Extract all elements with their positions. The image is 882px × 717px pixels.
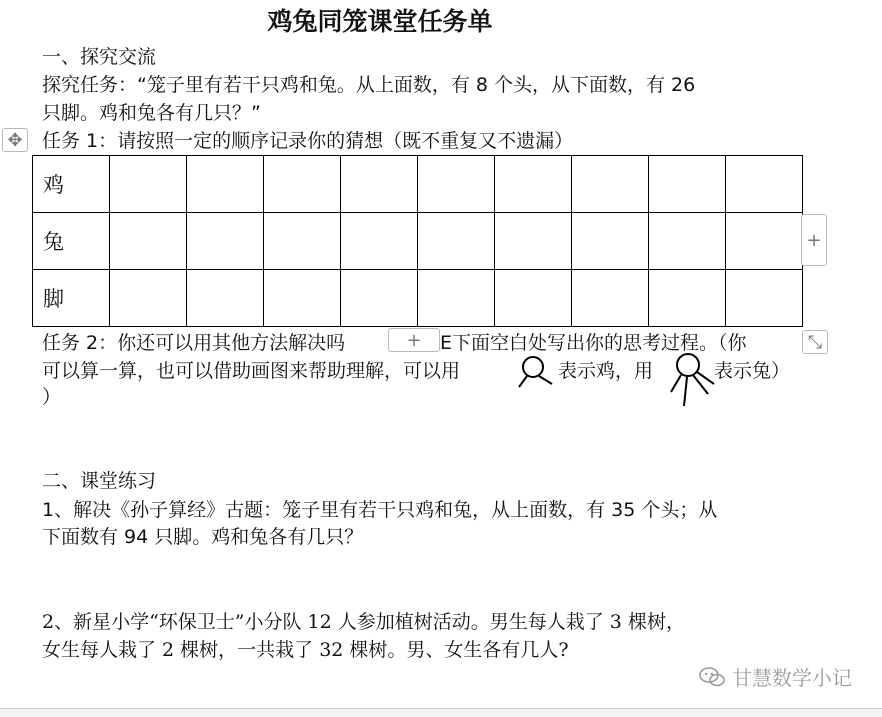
task1-text: 任务 1：请按照一定的顺序记录你的猜想（既不重复又不遗漏）: [42, 130, 574, 152]
table-cell[interactable]: [187, 213, 264, 270]
table-cell[interactable]: [187, 156, 264, 213]
chicken-drawing: [514, 354, 556, 394]
explore-task-line2: 只脚。鸡和兔各有几只？”: [42, 102, 261, 124]
plus-icon: +: [806, 229, 822, 251]
table-cell[interactable]: [495, 270, 572, 327]
table-move-handle[interactable]: [2, 128, 28, 152]
question2-line2: 女生每人栽了 2 棵树，一共栽了 32 棵树。男、女生各有几人?: [42, 639, 569, 661]
table-cell[interactable]: [495, 156, 572, 213]
table-cell[interactable]: [110, 156, 187, 213]
add-row-button[interactable]: [388, 328, 440, 352]
row-label-chicken: 鸡: [33, 156, 110, 213]
question2-line1: 2、新星小学“环保卫士”小分队 12 人参加植树活动。男生每人栽了 3 棵树，: [42, 611, 685, 633]
task2-line2-middle: 表示鸡，用: [558, 360, 654, 382]
table-cell[interactable]: [418, 270, 495, 327]
table-cell[interactable]: [572, 213, 649, 270]
plus-icon: +: [406, 329, 422, 351]
table-row-chicken: [33, 156, 803, 213]
table-cell[interactable]: [110, 270, 187, 327]
page-title: 鸡兔同笼课堂任务单: [267, 7, 493, 36]
resize-icon: ⤡: [807, 331, 823, 353]
watermark-text: 甘慧数学小记: [732, 666, 852, 690]
explore-task-line1: 探究任务：“笼子里有若干只鸡和兔。从上面数，有 8 个头，从下面数，有 26: [42, 74, 696, 96]
table-cell[interactable]: [649, 156, 726, 213]
row-label-rabbit: 兔: [33, 213, 110, 270]
table-cell[interactable]: [649, 270, 726, 327]
table-resize-handle[interactable]: [802, 330, 828, 354]
table-cell[interactable]: [418, 156, 495, 213]
table-cell[interactable]: [341, 213, 418, 270]
table-row-rabbit: [33, 213, 803, 270]
section1-heading: 一、探究交流: [42, 46, 157, 68]
task2-line3: ）: [42, 386, 62, 408]
table-cell[interactable]: [572, 270, 649, 327]
table-cell[interactable]: [649, 213, 726, 270]
table-cell[interactable]: [341, 270, 418, 327]
table-cell[interactable]: [264, 156, 341, 213]
task2-line2-start: 可以算一算，也可以借助画图来帮助理解，可以用: [42, 360, 461, 382]
watermark: [698, 662, 852, 691]
table-cell[interactable]: [264, 213, 341, 270]
question1-line2: 下面数有 94 只脚。鸡和兔各有几只？: [42, 526, 364, 548]
table-cell[interactable]: [110, 213, 187, 270]
table-row-feet: [33, 270, 803, 327]
task2-line1-start: 任务 2：你还可以用其他方法解决吗: [42, 332, 346, 354]
rabbit-drawing: [664, 350, 718, 408]
table-cell[interactable]: [495, 213, 572, 270]
table-cell[interactable]: [264, 270, 341, 327]
table-cell[interactable]: [418, 213, 495, 270]
question1-line1: 1、解决《孙子算经》古题：笼子里有若干只鸡和兔，从上面数，有 35 个头；从: [42, 499, 718, 521]
table-cell[interactable]: [187, 270, 264, 327]
row-label-feet: 脚: [33, 270, 110, 327]
table-cell[interactable]: [726, 156, 803, 213]
task2-line1-end: E下面空白处写出你的思考过程。（你: [440, 332, 747, 354]
table-cell[interactable]: [726, 213, 803, 270]
table-cell[interactable]: [572, 156, 649, 213]
move-icon: ✥: [7, 129, 23, 151]
table-cell[interactable]: [341, 156, 418, 213]
guess-table: [32, 155, 803, 327]
add-column-button[interactable]: [801, 214, 827, 266]
section2-heading: 二、课堂练习: [42, 470, 157, 492]
task2-line2-end: 表示兔）: [714, 360, 791, 382]
wechat-icon: [698, 665, 726, 689]
table-cell[interactable]: [726, 270, 803, 327]
